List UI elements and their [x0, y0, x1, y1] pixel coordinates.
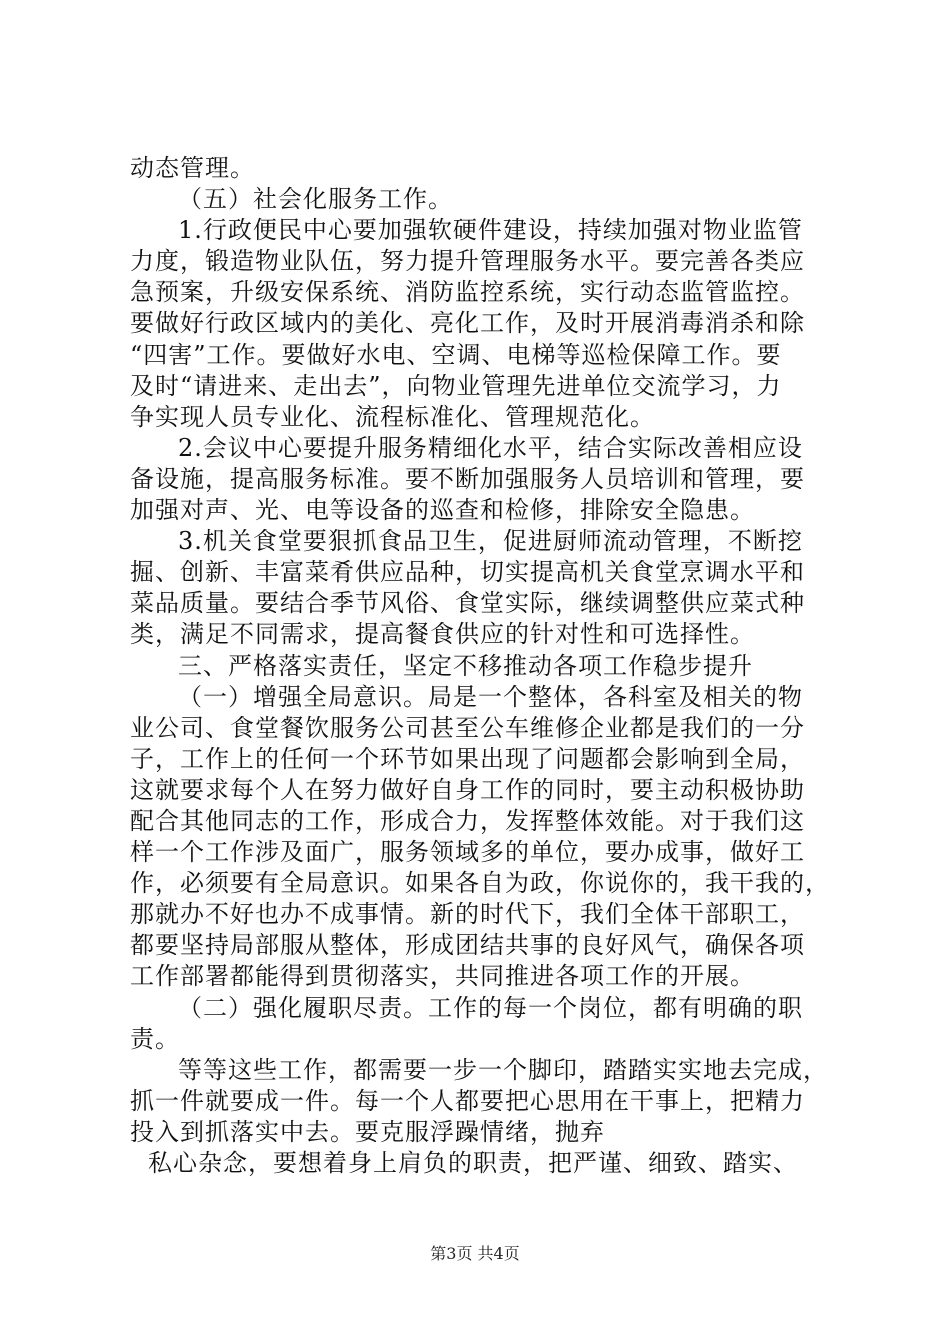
text-line: 都要坚持局部服从整体，形成团结共事的良好风气，确保各项 [130, 931, 805, 959]
text-line: 抓一件就要成一件。每一个人都要把心思用在干事上，把精力 [130, 1087, 805, 1115]
text-line: 加强对声、光、电等设备的巡查和检修，排除安全隐患。 [130, 496, 755, 524]
text-line: 配合其他同志的工作，形成合力，发挥整体效能。对于我们这 [130, 807, 805, 835]
text-line: （五）社会化服务工作。 [178, 185, 453, 213]
page-footer: 第3页 共4页 [430, 1244, 520, 1263]
text-line: 子，工作上的任何一个环节如果出现了问题都会影响到全局， [130, 745, 805, 773]
text-line: 投入到抓落实中去。要克服浮躁情绪，抛弃 [130, 1118, 605, 1146]
text-line: 工作部署都能得到贯彻落实，共同推进各项工作的开展。 [130, 962, 755, 990]
text-line: 业公司、食堂餐饮服务公司甚至公车维修企业都是我们的一分 [130, 714, 805, 742]
text-line: 私心杂念，要想着身上肩负的职责，把严谨、细致、踏实、 [148, 1149, 798, 1177]
text-line: 要做好行政区域内的美化、亮化工作，及时开展消毒消杀和除 [130, 309, 805, 337]
text-line: 备设施，提高服务标准。要不断加强服务人员培训和管理，要 [130, 465, 805, 493]
text-line: 作，必须要有全局意识。如果各自为政，你说你的，我干我的， [130, 869, 830, 897]
text-line: 及时“请进来、走出去”，向物业管理先进单位交流学习，力 [130, 372, 782, 400]
text-line: 三、严格落实责任，坚定不移推动各项工作稳步提升 [178, 652, 753, 680]
text-line: （一）增强全局意识。局是一个整体，各科室及相关的物 [178, 683, 803, 711]
text-line: “四害”工作。要做好水电、空调、电梯等巡检保障工作。要 [130, 341, 782, 369]
text-line: 争实现人员专业化、流程标准化、管理规范化。 [130, 403, 655, 431]
text-line: 2.会议中心要提升服务精细化水平，结合实际改善相应设 [178, 434, 803, 462]
text-line: 动态管理。 [130, 154, 255, 182]
text-line: 样一个工作涉及面广，服务领域多的单位，要办成事，做好工 [130, 838, 805, 866]
text-line: 责。 [130, 1025, 180, 1053]
text-line: 力度，锻造物业队伍，努力提升管理服务水平。要完善各类应 [130, 247, 805, 275]
text-line: 1.行政便民中心要加强软硬件建设，持续加强对物业监管 [178, 216, 803, 244]
text-line: 等等这些工作，都需要一步一个脚印，踏踏实实地去完成， [178, 1056, 828, 1084]
text-line: 类，满足不同需求，提高餐食供应的针对性和可选择性。 [130, 620, 755, 648]
text-line: 掘、创新、丰富菜肴供应品种，切实提高机关食堂烹调水平和 [130, 558, 805, 586]
text-line: 菜品质量。要结合季节风俗、食堂实际，继续调整供应菜式种 [130, 589, 805, 617]
text-line: 急预案，升级安保系统、消防监控系统，实行动态监管监控。 [130, 278, 805, 306]
text-line: 3.机关食堂要狠抓食品卫生，促进厨师流动管理，不断挖 [178, 527, 803, 555]
text-line: （二）强化履职尽责。工作的每一个岗位，都有明确的职 [178, 994, 803, 1022]
text-line: 那就办不好也办不成事情。新的时代下，我们全体干部职工， [130, 900, 805, 928]
text-line: 这就要求每个人在努力做好自身工作的同时，要主动积极协助 [130, 776, 805, 804]
